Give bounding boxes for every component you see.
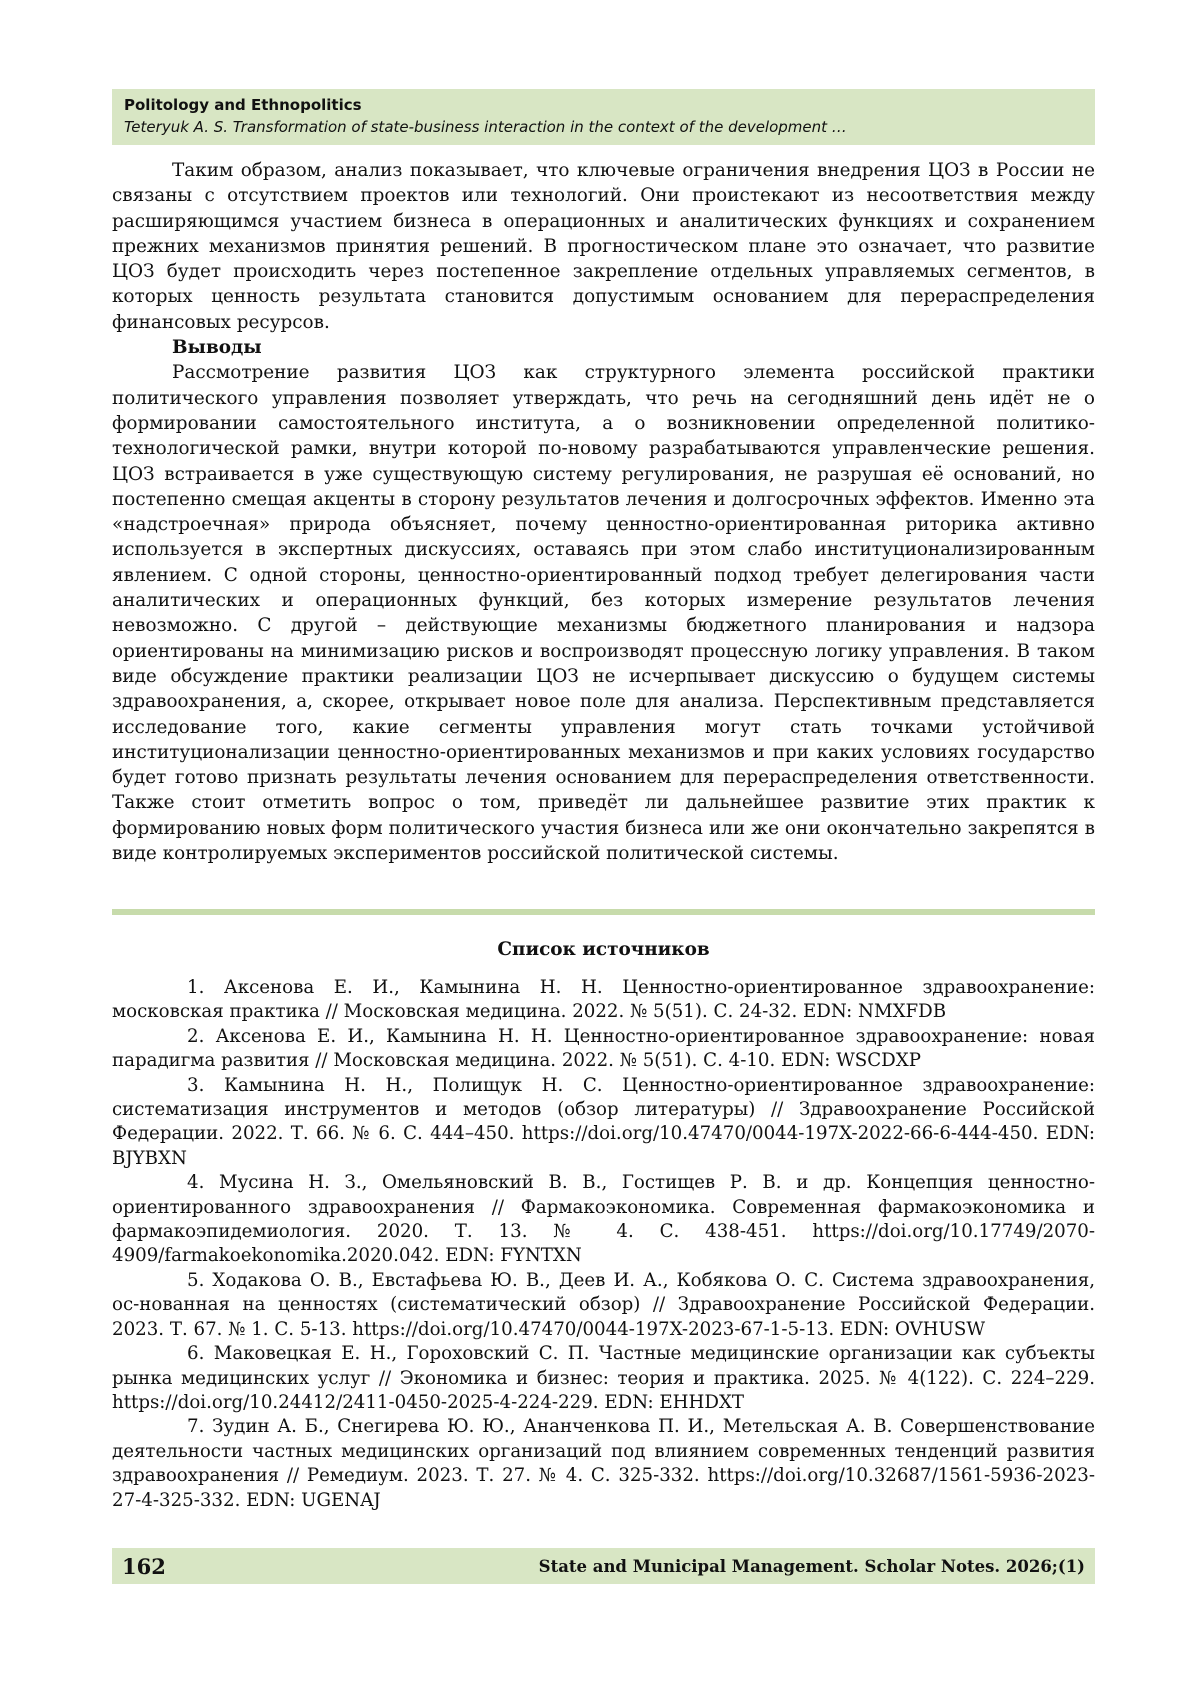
article-body	[112, 158, 1095, 866]
references-list	[112, 976, 1095, 1513]
section-divider	[112, 909, 1095, 915]
page-footer	[112, 1548, 1095, 1584]
reference-item: 7. Зудин А. Б., Снегирева Ю. Ю., Ананченкова П. И., Метельская А. В. Совершенствование деятельности частных медицинских организаций под влиянием современных тенденций развития здравоохранения // Ремедиум. 2023. Т. 27. № 4. С. 325-332. https://doi.org/10.32687/1561-5936-2023-27-4-325-332. EDN: UGENAJ	[112, 1416, 1095, 1511]
reference-item: 3. Камынина Н. Н., Полищук Н. С. Ценностно-ориентированное здравоохранение: систематизация инструментов и методов (обзор литературы) // Здравоохранение Российской Федерации. 2022. Т. 66. № 6. С. 444–450. https://doi.org/10.47470/0044-197X-2022-66-6-444-450. EDN: BJYBXN	[112, 1074, 1095, 1169]
running-header	[112, 89, 1095, 145]
journal-section: Politology and Ethnopolitics	[124, 96, 362, 114]
reference-item: 2. Аксенова Е. И., Камынина Н. Н. Ценностно-ориентированное здравоохранение: новая парадигма развития // Московская медицина. 2022. № 5(51). С. 4-10. EDN: WSCDXP	[112, 1025, 1095, 1072]
reference-item: 6. Маковецкая Е. Н., Гороховский С. П. Частные медицинские организации как субъекты рынка медицинских услуг // Экономика и бизнес: теория и практика. 2025. № 4(122). С. 224–229. https://doi.org/10.24412/2411-0450-2025-4-224-229. EDN: EHHDXT	[112, 1343, 1095, 1413]
body-paragraph: Рассмотрение развития ЦОЗ как структурного элемента российской практики политического управления позволяет утверждать, что речь на сегодняшний день идёт не о формировании самостоятельного института, а о возникновении определенной политико-технологической рамки, внутри которой по-новому разрабатываются управленческие решения. ЦОЗ встраивается в уже существующую систему регулирования, не разрушая её оснований, но постепенно смещая акценты в сторону результатов лечения и долгосрочных эффектов. Именно эта «надстроечная» природа объясняет, почему ценностно-ориентированная риторика активно используется в экспертных дискуссиях, оставаясь при этом слабо институционализированным явлением. С одной стороны, ценностно-ориентированный подход требует делегирования части аналитических и операционных функций, без которых измерение результатов лечения невозможно. С другой – действующие механизмы бюджетного планирования и надзора ориентированы на минимизацию рисков и воспроизводят процессную логику управления. В таком виде обсуждение практики реализации ЦОЗ не исчерпывает дискуссию о будущем системы здравоохранения, а, скорее, открывает новое поле для анализа. Перспективным представляется исследование того, какие сегменты управления могут стать точками устойчивой институционализации ценностно-ориентированных механизмов и при каких условиях государство будет готово признать результаты лечения основанием для перераспределения ответственности. Также стоит отметить вопрос о том, приведёт ли дальнейшее развитие этих практик к формированию новых форм политического участия бизнеса или же они окончательно закрепятся в виде контролируемых экспериментов российской политической системы.	[112, 362, 1095, 865]
body-paragraph: Таким образом, анализ показывает, что ключевые ограничения внедрения ЦОЗ в России не связаны с отсутствием проектов или технологий. Они проистекают из несоответствия между расширяющимся участием бизнеса в операционных и аналитических функциях и сохранением прежних механизмов принятия решений. В прогностическом плане это означает, что развитие ЦОЗ будет происходить через постепенное закрепление отдельных управляемых сегментов, в которых ценность результата становится допустимым основанием для перераспределения финансовых ресурсов.	[112, 160, 1095, 333]
reference-item: 4. Мусина Н. З., Омельяновский В. В., Гостищев Р. В. и др. Концепция ценностно-ориентированного здравоохранения // Фармакоэкономика. Современная фармакоэкономика и фармакоэпидемиология. 2020. Т. 13. № 4. С. 438-451. https://doi.org/10.17749/2070-4909/farmakoekonomika.2020.042. EDN: FYNTXN	[112, 1172, 1095, 1267]
reference-item: 1. Аксенова Е. И., Камынина Н. Н. Ценностно-ориентированное здравоохранение: московская практика // Московская медицина. 2022. № 5(51). С. 24-32. EDN: NMXFDB	[112, 977, 1095, 1023]
page-number: 162	[122, 1553, 166, 1579]
journal-issue: State and Municipal Management. Scholar Notes. 2026;(1)	[538, 1556, 1085, 1576]
reference-item: 5. Ходакова О. В., Евстафьева Ю. В., Деев И. А., Кобякова О. С. Система здравоохранения, ос-нованная на ценностях (систематический обзор) // Здравоохранение Российской Федерации. 2023. Т. 67. № 1. С. 5-13. https://doi.org/10.47470/0044-197X-2023-67-1-5-13. EDN: OVHUSW	[112, 1269, 1095, 1340]
conclusions-heading: Выводы	[172, 337, 262, 359]
article-running-title: Teteryuk A. S. Transformation of state-business interaction in the context of the development …	[124, 118, 847, 136]
references-title: Список источников	[497, 939, 710, 960]
